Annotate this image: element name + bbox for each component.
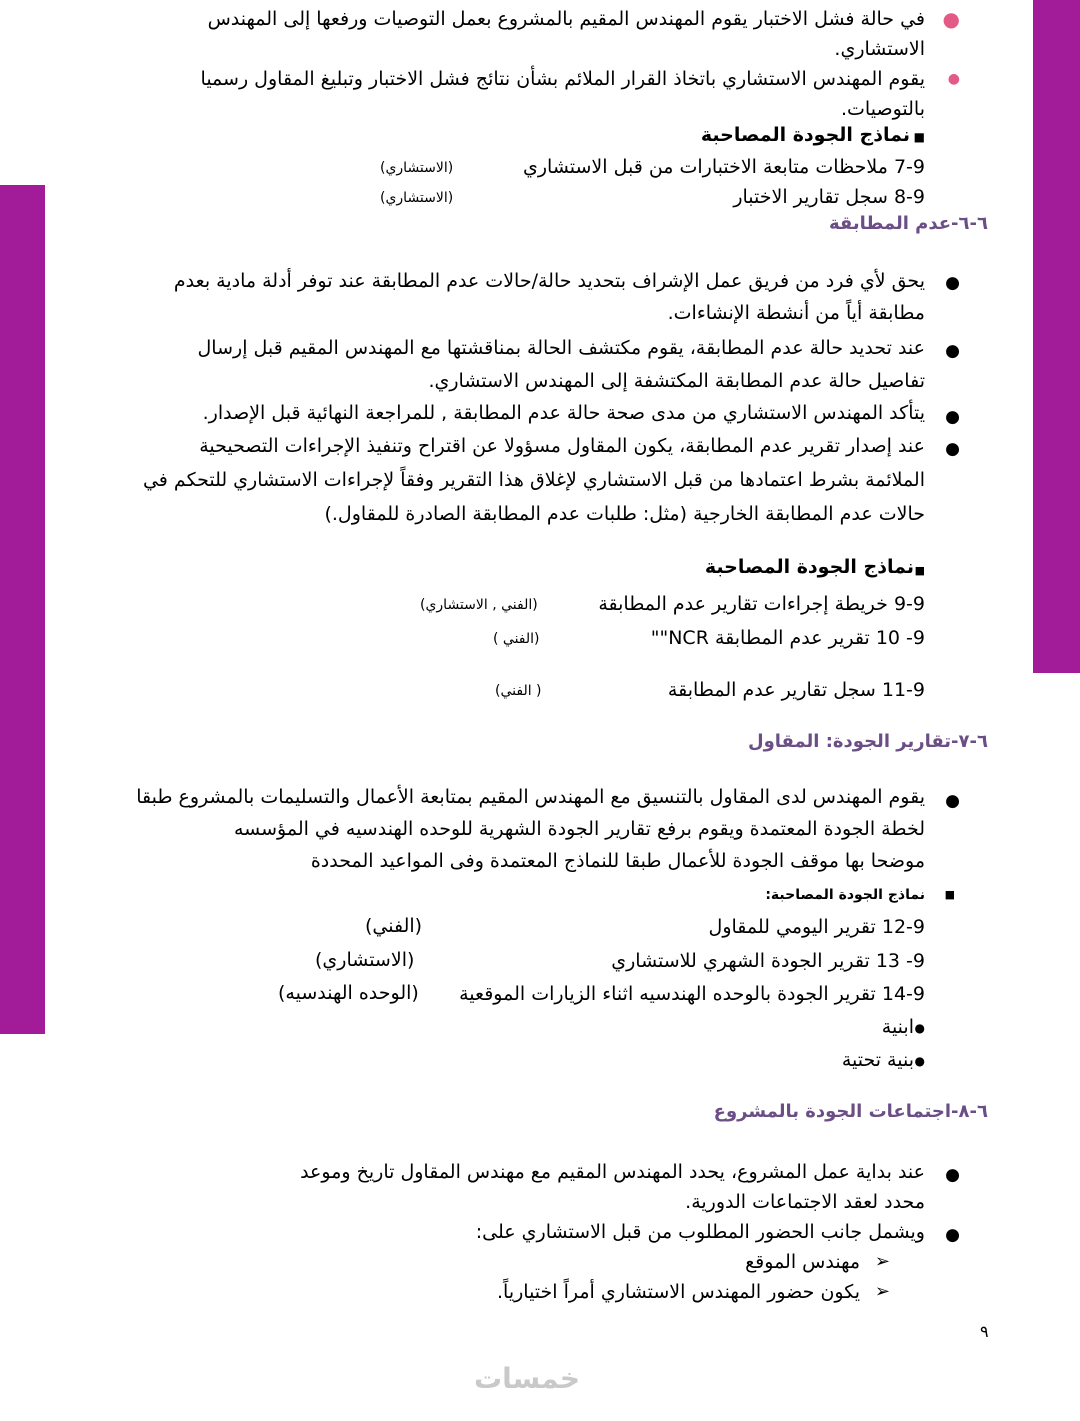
bullet-icon: ● xyxy=(945,439,960,459)
s8-bullet-1-line-1: عند بداية عمل المشروع، يحدد المهندس المقيم مع مهندس المقاول تاريخ وموعد xyxy=(300,1161,925,1183)
forms1-item-2-owner: (الاستشاري) xyxy=(380,190,454,206)
s6-bullet-1-line-2: مطابقة أياً من أنشطة الإنشاءات. xyxy=(667,302,925,324)
forms1-title: نماذج الجودة المصاحبة xyxy=(700,124,910,146)
s6-bullet-1-line-1: يحق لأي فرد من فريق عمل الإشراف بتحديد حالة/حالات عدم المطابقة عند توفر أدلة مادية بعدم xyxy=(173,270,925,292)
s7-form-3: 14-9 تقرير الجودة بالوحده الهندسيه اثناء الزيارات الموقعية xyxy=(459,983,925,1005)
s6-form-2: 9- 10 تقرير عدم المطابقة NCR"" xyxy=(650,627,925,649)
right-accent-bar xyxy=(1033,0,1080,673)
square-bullet-icon: ■ xyxy=(914,564,925,577)
intro-bullet-2-line-2: بالتوصيات. xyxy=(841,98,925,120)
s6-forms-title: نماذج الجودة المصاحبة xyxy=(704,556,914,578)
s8-subitem-2: يكون حضور المهندس الاستشاري أمراً اختيارياً. xyxy=(496,1281,860,1303)
arrow-bullet-icon: ➢ xyxy=(874,1251,890,1272)
bullet-icon: ● xyxy=(914,1054,925,1068)
s6-form-1: 9-9 خريطة إجراءات تقارير عدم المطابقة xyxy=(598,593,925,615)
s6-form-3-owner: ( الفني) xyxy=(495,683,542,699)
forms1-item-2: 8-9 سجل تقارير الاختبار xyxy=(733,186,925,208)
s7-form-2: 9- 13 تقرير الجودة الشهري للاستشاري xyxy=(611,950,925,972)
forms1-item-1-owner: (الاستشاري) xyxy=(380,160,454,176)
bullet-icon: ● xyxy=(945,273,960,293)
s7-form-1: 12-9 تقرير اليومي للمقاول xyxy=(708,916,925,938)
bullet-icon: ● xyxy=(914,1021,925,1035)
forms1-item-1: 7-9 ملاحظات متابعة الاختبارات من قبل الاستشاري xyxy=(522,156,925,178)
bullet-icon: ● xyxy=(945,341,960,361)
s8-subitem-1: مهندس الموقع xyxy=(745,1251,860,1273)
left-accent-bar xyxy=(0,185,45,1034)
page-number: ٩ xyxy=(980,1322,989,1341)
s6-form-2-owner: (الفني ) xyxy=(493,631,540,647)
s6-bullet-3-line-1: يتأكد المهندس الاستشاري من مدى صحة حالة عدم المطابقة , للمراجعة النهائية قبل الإصدار. xyxy=(202,402,925,424)
s6-bullet-4-line-1: عند إصدار تقرير عدم المطابقة، يكون المقاول مسؤولا عن اقتراح وتنفيذ الإجراءات التصحيحية xyxy=(199,435,925,457)
bullet-icon: ● xyxy=(945,791,960,811)
arrow-bullet-icon: ➢ xyxy=(874,1281,890,1302)
watermark-logo: خمسات xyxy=(474,1362,581,1395)
s7-forms-title: نماذج الجودة المصاحبة: xyxy=(765,887,925,903)
intro-bullet-1-line-2: الاستشاري. xyxy=(834,38,925,60)
s7-form-3-owner: (الوحده الهندسيه) xyxy=(278,982,419,1004)
s6-bullet-2-line-2: تفاصيل حالة عدم المطابقة المكتشفة إلى المهندس الاستشاري. xyxy=(428,370,925,392)
s7-bullet-line-1: يقوم المهندس لدى المقاول بالتنسيق مع المهندس المقيم بمتابعة الأعمال والتسليمات بالمشروع طبقا xyxy=(136,786,925,808)
s7-type-1: ابنية xyxy=(881,1016,914,1038)
s7-bullet-line-3: موضحا بها موقف الجودة للأعمال طبقا للنماذج المعتمدة وفى المواعيد المحددة xyxy=(310,850,925,872)
square-bullet-icon: ■ xyxy=(913,130,925,144)
s8-bullet-1-line-2: محدد لعقد الاجتماعات الدورية. xyxy=(685,1191,925,1213)
section-6-8-heading: ٦-٨-اجتماعات الجودة بالمشروع xyxy=(713,1101,988,1122)
s7-form-2-owner: (الاستشاري) xyxy=(315,949,415,971)
bullet-icon: ● xyxy=(945,1225,960,1245)
s7-form-1-owner: (الفني) xyxy=(365,915,423,937)
intro-bullet-1-line-1: في حالة فشل الاختبار يقوم المهندس المقيم بالمشروع بعمل التوصيات ورفعها إلى المهندس xyxy=(207,8,925,30)
bullet-icon: ● xyxy=(942,7,960,31)
bullet-icon: ● xyxy=(945,407,960,427)
s7-type-2: بنية تحتية xyxy=(841,1049,914,1071)
s6-bullet-2-line-1: عند تحديد حالة عدم المطابقة، يقوم مكتشف الحالة بمناقشتها مع المهندس المقيم قبل إرسال xyxy=(197,337,925,359)
section-6-6-heading: ٦-٦-عدم المطابقة xyxy=(828,213,988,234)
s6-form-3: 11-9 سجل تقارير عدم المطابقة xyxy=(667,679,925,701)
bullet-icon: ● xyxy=(947,71,960,87)
section-6-7-heading: ٦-٧-تقارير الجودة: المقاول xyxy=(747,731,988,752)
s7-bullet-line-2: لخطة الجودة المعتمدة ويقوم برفع تقارير الجودة الشهرية للوحده الهندسيه في المؤسسه xyxy=(233,818,925,840)
s6-form-1-owner: (الفني , الاستشاري) xyxy=(420,597,538,613)
s8-bullet-2-line-1: ويشمل جانب الحضور المطلوب من قبل الاستشاري على: xyxy=(475,1221,925,1243)
intro-bullet-2-line-1: يقوم المهندس الاستشاري باتخاذ القرار الملائم بشأن نتائج فشل الاختبار وتبليغ المقاول رسميا xyxy=(200,68,925,90)
s6-bullet-4-line-3: حالات عدم المطابقة الخارجية (مثل: طلبات عدم المطابقة الصادرة للمقاول.) xyxy=(324,503,925,525)
s6-bullet-4-line-2: الملائمة بشرط اعتمادها من قبل الاستشاري لإغلاق هذا التقرير وفقاً لإجراءات الاستشاري للتحكم في xyxy=(142,469,925,491)
bullet-icon: ● xyxy=(945,1165,960,1185)
square-bullet-icon: ■ xyxy=(944,888,955,901)
